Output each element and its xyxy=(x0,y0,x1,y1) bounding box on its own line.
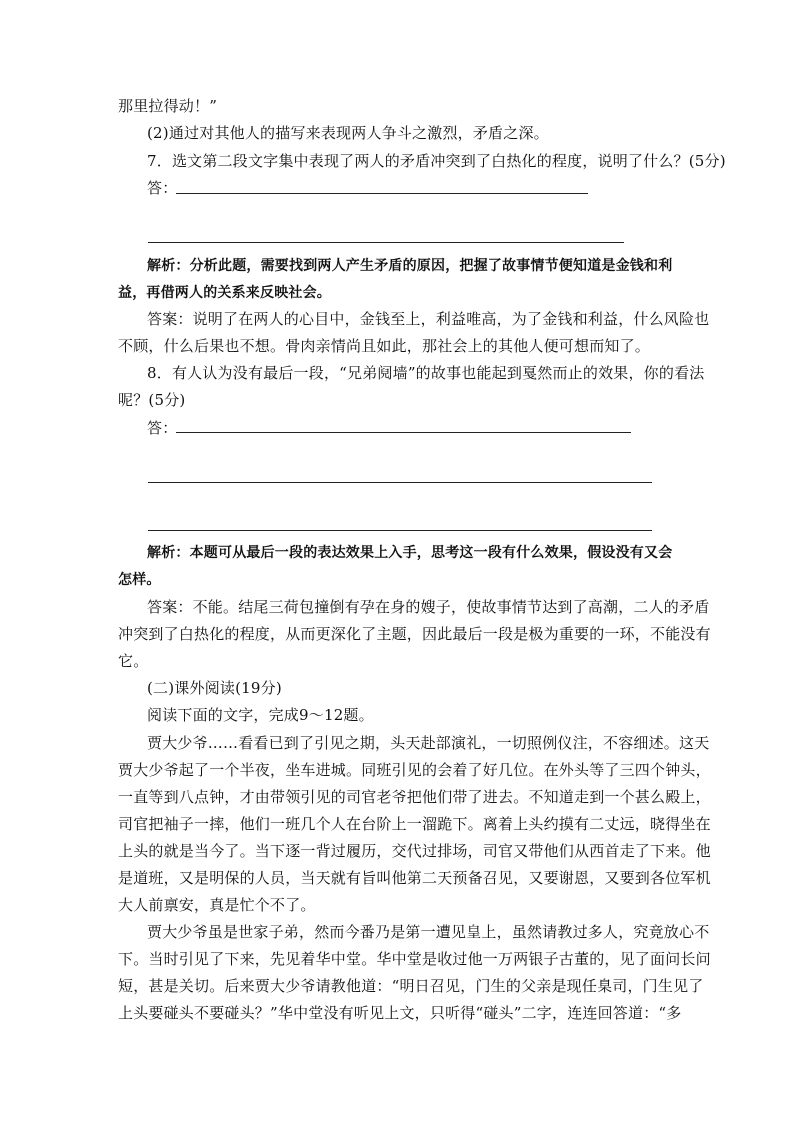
passage-line: 上头的就是当今了。当下逐一背过履历，交代过排场，司官又带他们从西首走了下来。他 xyxy=(118,842,711,860)
answer-label-8: 答： xyxy=(147,419,178,437)
answer-8: 答案：不能。结尾三荷包撞倒有孕在身的嫂子，使故事情节达到了高潮，二人的矛盾 xyxy=(147,598,710,616)
passage-line: 大人前禀安，真是忙个不了。 xyxy=(118,896,316,914)
answer-7-cont: 不顾，什么后果也不想。骨肉亲情尚且如此，那社会上的其他人便可想而知了。 xyxy=(118,337,651,355)
analysis-8: 解析：本题可从最后一段的表达效果上入手，思考这一段有什么效果，假设没有又会 xyxy=(147,545,673,561)
answer-label-7: 答： xyxy=(147,179,178,197)
passage-line: 贾大少爷起了一个半夜，坐车进城。同班引见的会着了好几位。在外头等了三四个钟头， xyxy=(118,761,711,779)
answer-7: 答案：说明了在两人的心目中，金钱至上，利益唯高，为了金钱和利益，什么风险也 xyxy=(147,310,710,328)
question-7: 7．选文第二段文字集中表现了两人的矛盾冲突到了白热化的程度，说明了什么？(5分) xyxy=(147,152,726,170)
passage-line: 贾大少爷虽是世家子弟，然而今番乃是第一遭见皇上，虽然请教过多人，究竟放心不 xyxy=(147,923,710,941)
text-line-1: 那里拉得动！” xyxy=(118,97,218,115)
analysis-8-cont: 怎样。 xyxy=(118,572,161,588)
answer-8-cont: 冲突到了白热化的程度，从而更深化了主题，因此最后一段是极为重要的一环，不能没有 xyxy=(118,625,711,643)
instruction: 阅读下面的文字，完成9～12题。 xyxy=(147,706,374,724)
answer-8-cont2: 它。 xyxy=(118,652,149,670)
passage-line: 下。当时引见了下来，先见着华中堂。华中堂是收过他一万两银子古董的，见了面问长问 xyxy=(118,950,711,968)
passage-line: 贾大少爷……看看已到了引见之期，头天赴部演礼，一切照例仪注，不容细述。这天 xyxy=(147,734,710,752)
question-8-cont: 呢？(5分) xyxy=(118,391,186,409)
answer-line xyxy=(176,193,588,194)
analysis-7: 解析：分析此题，需要找到两人产生矛盾的原因，把握了故事情节便知道是金钱和利 xyxy=(147,258,673,274)
passage-line: 司官把袖子一摔，他们一班几个人在台阶上一溜跪下。离着上头约摸有二丈远，晓得坐在 xyxy=(118,815,711,833)
passage-line: 是道班，又是明保的人员，当天就有旨叫他第二天预备召见，又要谢恩，又要到各位军机 xyxy=(118,869,711,887)
answer-line xyxy=(176,432,631,433)
answer-line xyxy=(148,530,652,531)
passage-line: 一直等到八点钟，才由带领引见的司官老爷把他们带了进去。不知道走到一个甚么殿上， xyxy=(118,788,711,806)
passage-line: 短，甚是关切。后来贾大少爷请教他道：“明日召见，门生的父亲是现任臬司，门生见了 xyxy=(118,977,704,995)
text-line-2: (2)通过对其他人的描写来表现两人争斗之激烈，矛盾之深。 xyxy=(147,124,549,142)
question-8: 8．有人认为没有最后一段，“兄弟阋墙”的故事也能起到戛然而止的效果，你的看法 xyxy=(147,364,705,382)
answer-line xyxy=(148,242,624,243)
passage-line: 上头要碰头不要碰头？”华中堂没有听见上文，只听得“碰头”二字，连连回答道：“多 xyxy=(118,1004,682,1022)
section-heading: (二)课外阅读(19分) xyxy=(147,679,282,697)
analysis-7-cont: 益，再借两人的关系来反映社会。 xyxy=(118,285,331,301)
answer-line xyxy=(148,482,652,483)
